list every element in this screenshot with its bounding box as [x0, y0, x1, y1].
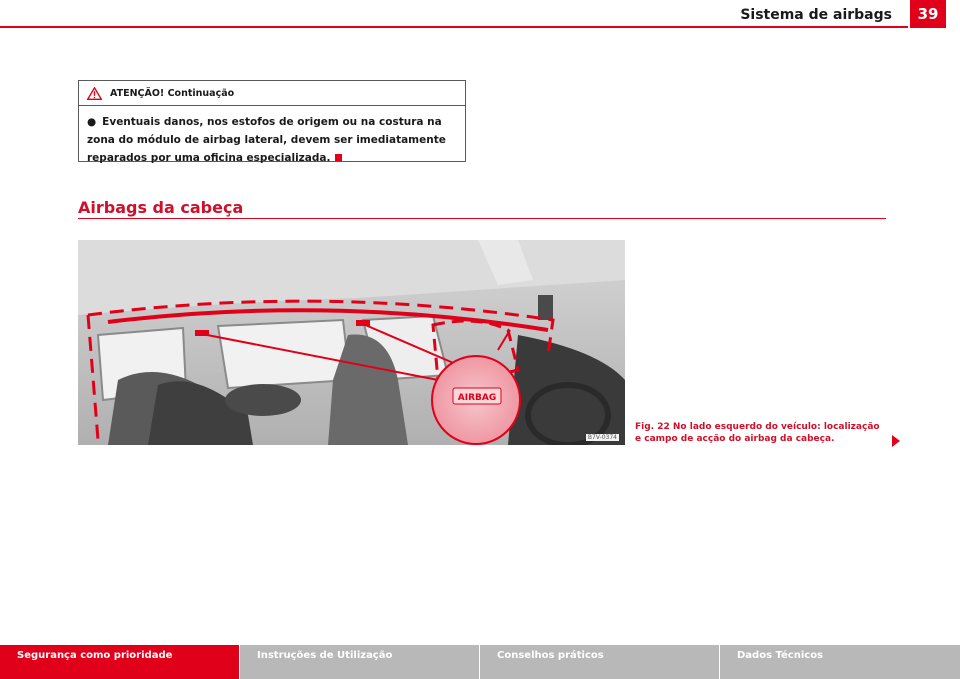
- tab-instrucoes[interactable]: Instruções de Utilização: [240, 645, 479, 679]
- airbag-badge-label: AIRBAG: [457, 393, 497, 403]
- section-title: Airbags da cabeça: [78, 198, 244, 217]
- figure-caption: Fig. 22 No lado esquerdo do veículo: localização e campo de acção do airbag da cabeça.: [635, 422, 880, 444]
- page-number: 39: [910, 0, 946, 28]
- warning-box: [78, 80, 466, 162]
- figure-code: B7V-0374: [587, 434, 617, 441]
- bullet-icon: ●: [87, 116, 97, 128]
- warning-triangle-icon: [87, 87, 102, 100]
- warning-heading: ATENÇÃO! Continuação: [110, 87, 235, 99]
- airbag-figure: [78, 240, 625, 445]
- end-of-section-icon: [335, 154, 342, 161]
- car-interior-illustration: [78, 240, 625, 445]
- section-rule: [78, 218, 886, 219]
- warning-text: [79, 106, 465, 167]
- warning-header: [79, 81, 465, 106]
- header-rule: [0, 26, 908, 28]
- tab-dados-tecnicos[interactable]: Dados Técnicos: [720, 645, 960, 679]
- footer-nav: [0, 645, 960, 679]
- tab-conselhos[interactable]: Conselhos práticos: [480, 645, 719, 679]
- warning-body: Eventuais danos, nos estofos de origem ou na costura na zona do módulo de airbag lateral, devem ser imediatamente reparados por uma oficina especializada.: [87, 116, 446, 164]
- tab-seguranca[interactable]: Segurança como prioridade: [0, 645, 239, 679]
- next-page-arrow-icon[interactable]: [892, 435, 900, 447]
- chapter-title: Sistema de airbags: [740, 7, 892, 23]
